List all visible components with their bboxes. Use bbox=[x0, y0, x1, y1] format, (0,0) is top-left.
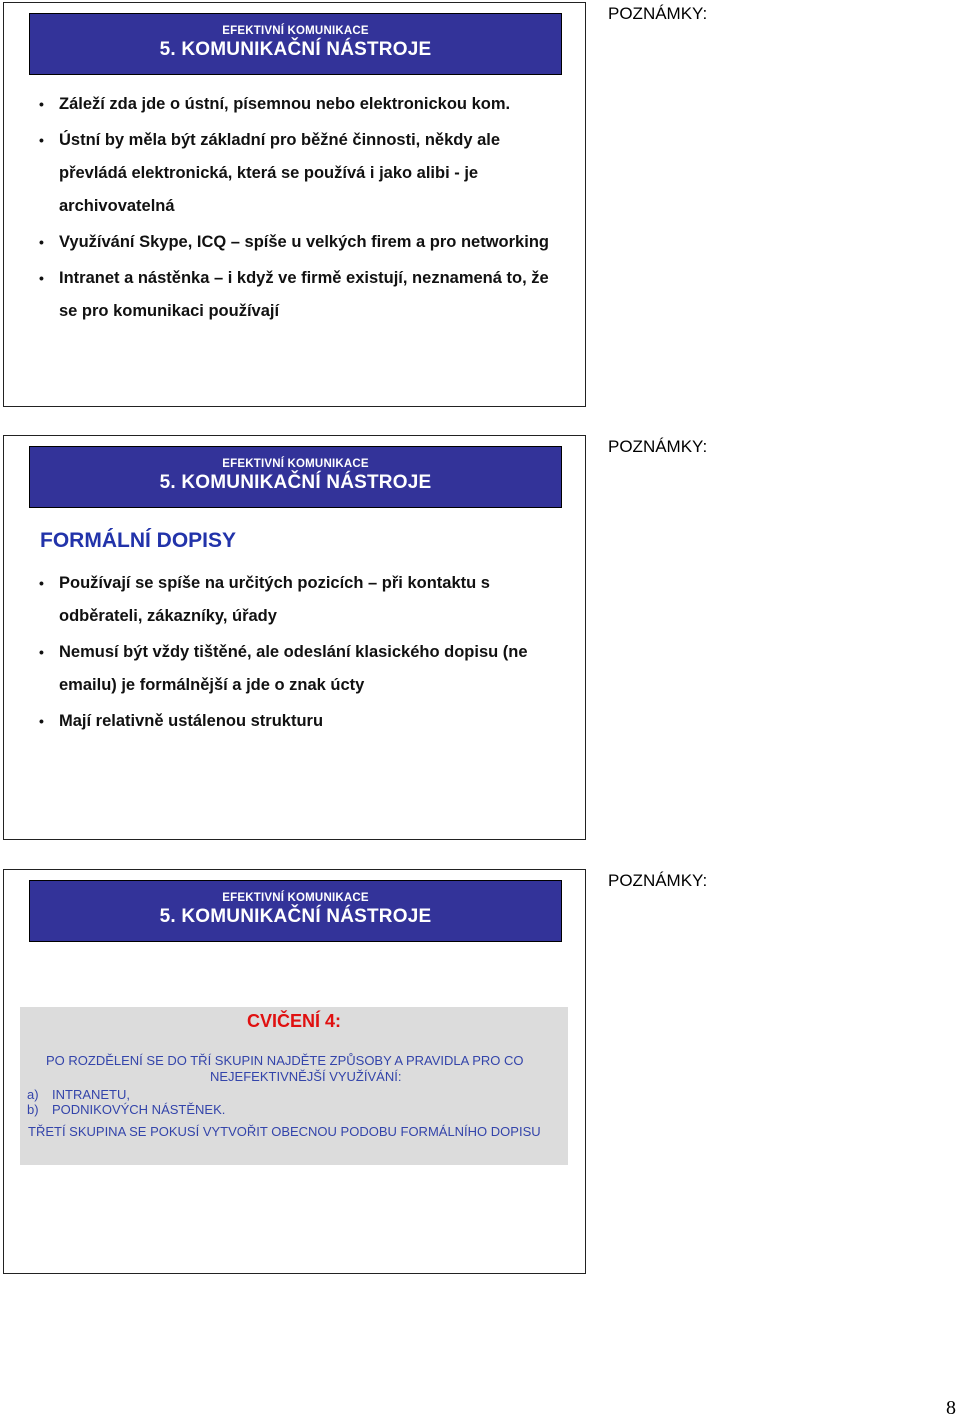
bullet-item: • Intranet a nástěnka – i když ve firmě existují, neznamená to, že se pro komunikaci používají bbox=[37, 262, 557, 328]
bullet-item: • Používají se spíše na určitých pozicích – při kontaktu s odběrateli, zákazníky, úřady bbox=[37, 567, 557, 633]
exercise-item: PODNIKOVÝCH NÁSTĚNEK. bbox=[52, 1102, 226, 1117]
exercise-item-marker: a) bbox=[27, 1087, 39, 1102]
header-subtitle: EFEKTIVNÍ KOMUNIKACE bbox=[222, 892, 369, 904]
slide-header bbox=[29, 880, 562, 942]
bullet-item: • Ústní by měla být základní pro běžné činnosti, někdy ale převládá elektronická, která se používá i jako alibi - je archivovatelná bbox=[37, 124, 557, 223]
header-subtitle: EFEKTIVNÍ KOMUNIKACE bbox=[222, 25, 369, 37]
exercise-item-marker: b) bbox=[27, 1102, 39, 1117]
slide-3 bbox=[3, 869, 586, 1274]
notes-label: POZNÁMKY: bbox=[608, 4, 708, 23]
header-title: 5. KOMUNIKAČNÍ NÁSTROJE bbox=[159, 39, 432, 60]
bullet-item: • Záleží zda jde o ústní, písemnou nebo elektronickou kom. bbox=[37, 88, 557, 121]
exercise-footer: TŘETÍ SKUPINA SE POKUSÍ VYTVOŘIT OBECNOU PODOBU FORMÁLNÍHO DOPISU bbox=[28, 1124, 541, 1139]
exercise-item: INTRANETU, bbox=[52, 1087, 130, 1102]
exercise-title: CVIČENÍ 4: bbox=[246, 1011, 342, 1031]
section-heading: FORMÁLNÍ DOPISY bbox=[40, 529, 237, 552]
exercise-instruction: NEJEFEKTIVNĚJŠÍ VYUŽÍVÁNÍ: bbox=[210, 1069, 402, 1084]
exercise-box bbox=[20, 1007, 568, 1165]
bullet-item: • Využívání Skype, ICQ – spíše u velkých firem a pro networking bbox=[37, 226, 557, 259]
bullet-list bbox=[37, 88, 557, 331]
slide-2 bbox=[3, 435, 586, 840]
header-title: 5. KOMUNIKAČNÍ NÁSTROJE bbox=[159, 472, 432, 493]
notes-label: POZNÁMKY: bbox=[608, 871, 708, 890]
bullet-item: • Nemusí být vždy tištěné, ale odeslání klasického dopisu (ne emailu) je formálnější a jde o znak úcty bbox=[37, 636, 557, 702]
exercise-instruction: PO ROZDĚLENÍ SE DO TŘÍ SKUPIN NAJDĚTE ZPŮSOBY A PRAVIDLA PRO CO bbox=[46, 1053, 524, 1068]
page-number: 8 bbox=[946, 1397, 956, 1419]
bullet-list bbox=[37, 567, 557, 741]
notes-label: POZNÁMKY: bbox=[608, 437, 708, 456]
header-title: 5. KOMUNIKAČNÍ NÁSTROJE bbox=[159, 906, 432, 927]
slide-header bbox=[29, 13, 562, 75]
bullet-item: • Mají relativně ustálenou strukturu bbox=[37, 705, 557, 738]
header-subtitle: EFEKTIVNÍ KOMUNIKACE bbox=[222, 458, 369, 470]
slide-1 bbox=[3, 2, 586, 407]
slide-header bbox=[29, 446, 562, 508]
